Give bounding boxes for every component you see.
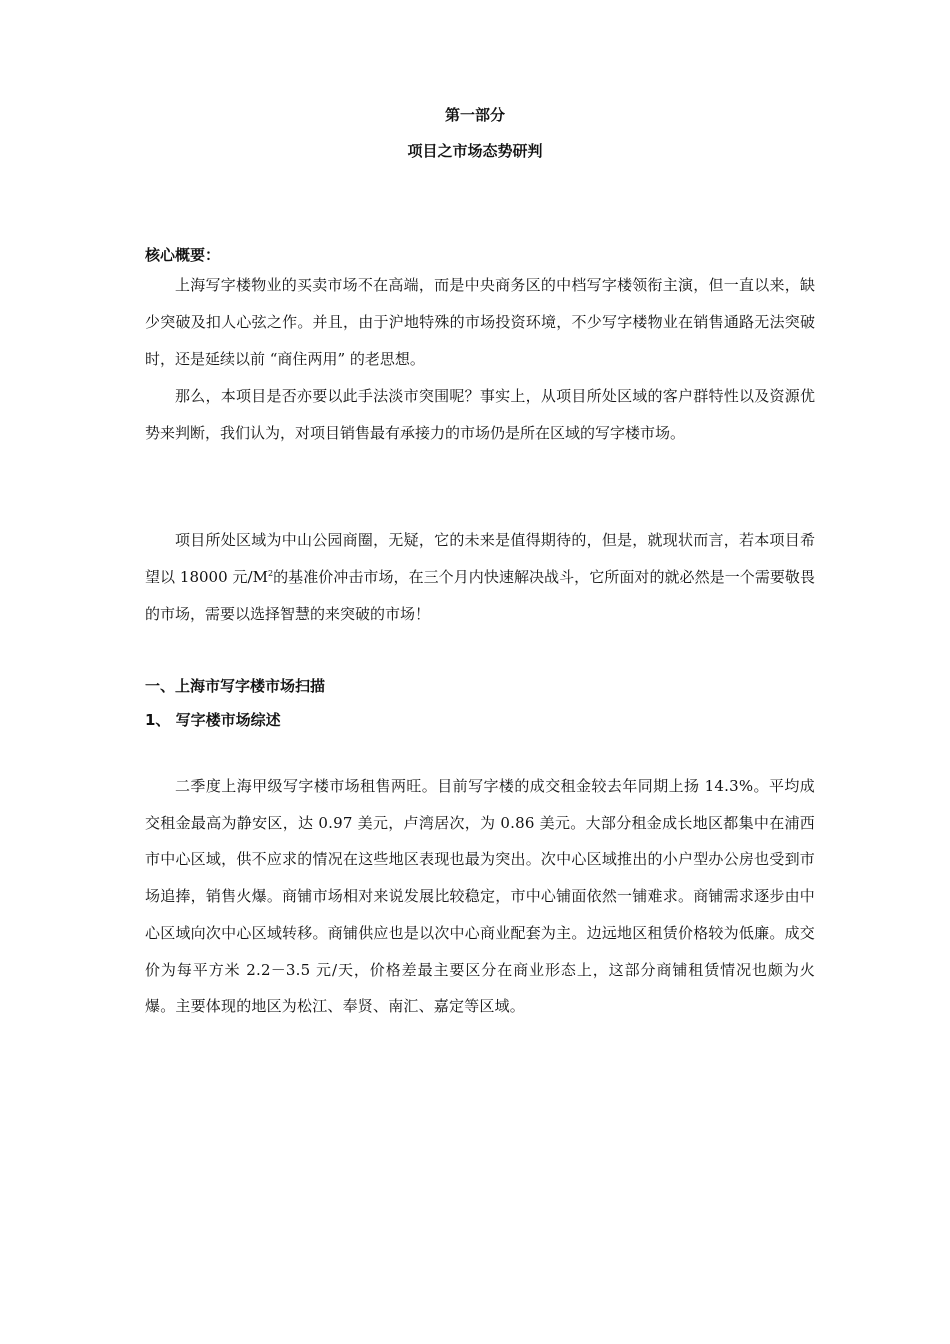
- market-paragraph: 二季度上海甲级写字楼市场租售两旺。目前写字楼的成交租金较去年同期上扬 14.3%。平均成交租金最高为静安区，达 0.97 美元，卢湾居次，为 0.86 美元。大部分租金成长地区都集中在浦西市中心区域，供不应求的情况在这些地区表现也最为突出。次中心区域推出的小户型办公房也受到市场追捧，销售火爆。商铺市场相对来说发展比较稳定，市中心铺面依然一铺难求。商铺需求逐步由中心区域向次中心区域转移。商铺供应也是以次中心商业配套为主。边远地区租赁价格较为低廉。成交价为每平方米 2.2－3.5 元/天，价格差最主要区分在商业形态上，这部分商铺租赁情况也颇为火爆。主要体现的地区为松江、奉贤、南汇、嘉定等区域。: [145, 777, 815, 1016]
- subsection-heading: 1、 写字楼市场综述: [145, 711, 281, 729]
- overview-heading: 核心概要：: [145, 246, 221, 264]
- area-unit-superscript: 2: [267, 569, 274, 578]
- document-subtitle: 项目之市场态势研判: [407, 142, 543, 160]
- section-heading: 一、上海市写字楼市场扫描: [145, 677, 326, 695]
- area-paragraph-text-after: 的基准价冲击市场，在三个月内快速解决战斗，它所面对的就必然是一个需要敬畏的市场，需要以选择智慧的来突破的市场！: [145, 568, 815, 623]
- area-paragraph: [145, 522, 815, 633]
- area-paragraph-text-before: 项目所处区域为中山公园商圈，无疑，它的未来是值得期待的，但是，就现状而言，若本项目希望以 18000 元/M: [145, 531, 815, 586]
- overview-paragraph-2: 那么，本项目是否亦要以此手法淡市突围呢？事实上，从项目所处区域的客户群特性以及资源优势来判断，我们认为，对项目销售最有承接力的市场仍是所在区域的写字楼市场。: [145, 387, 815, 442]
- overview-paragraph-1: 上海写字楼物业的买卖市场不在高端，而是中央商务区的中档写字楼领衔主演，但一直以来，缺少突破及扣人心弦之作。并且，由于沪地特殊的市场投资环境，不少写字楼物业在销售通路无法突破时，还是延续以前 “商住两用” 的老思想。: [145, 276, 815, 368]
- part-title: 第一部分: [444, 106, 505, 124]
